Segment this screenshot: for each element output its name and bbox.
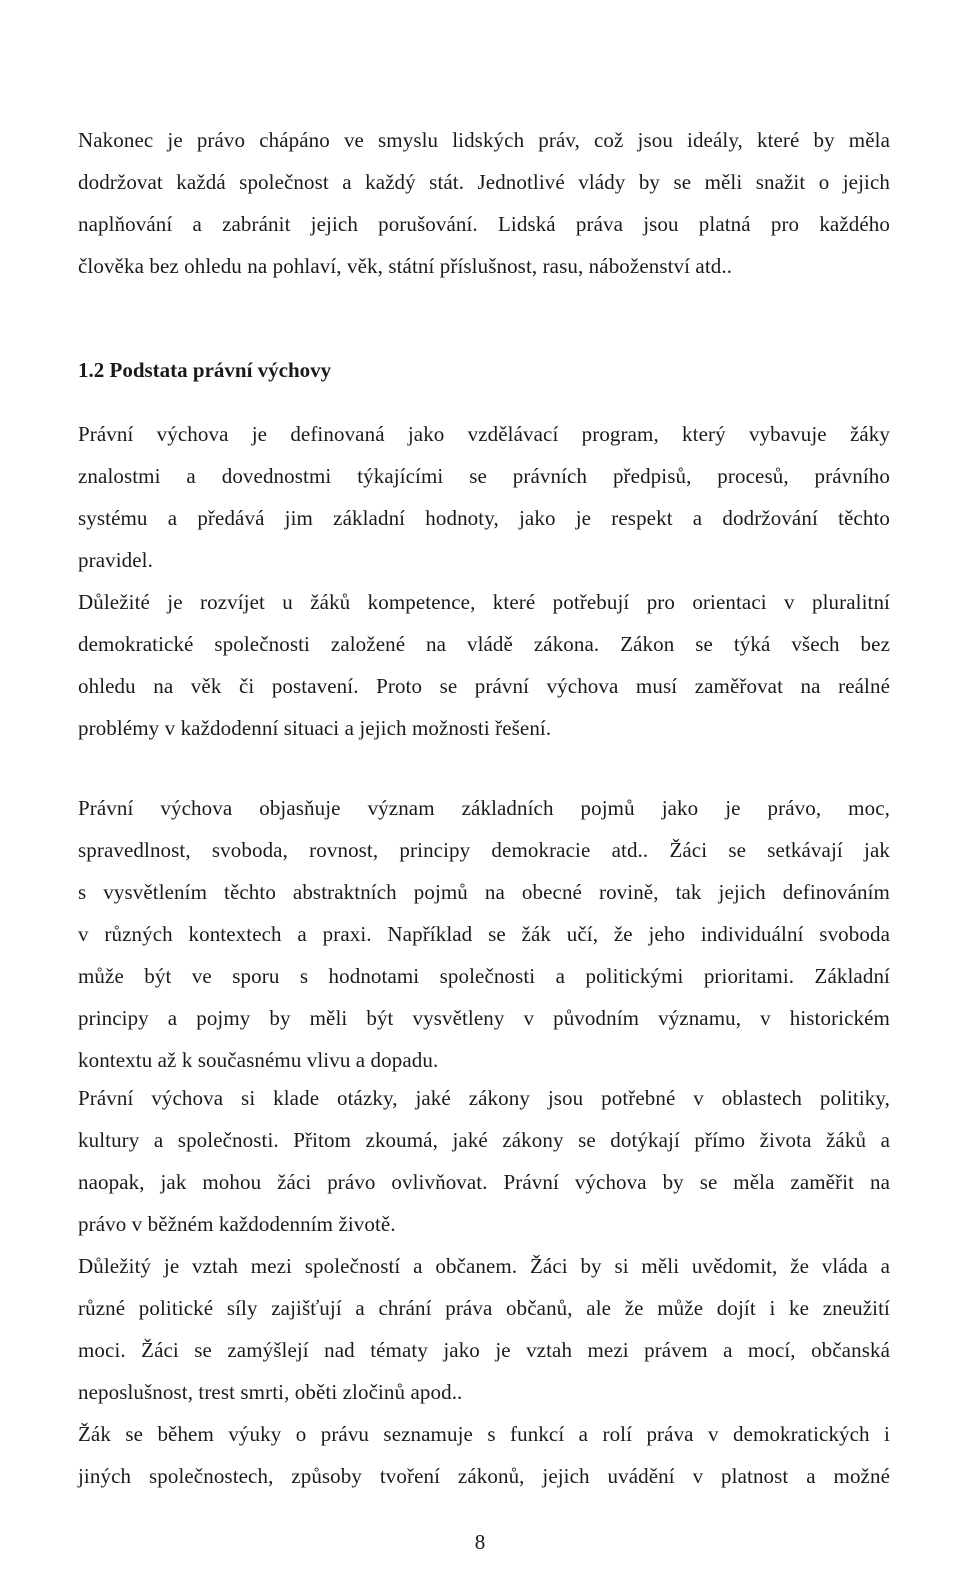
text-line: Právní výchova je definovaná jako vzdělávací program, který vybavuje žáky — [78, 422, 890, 446]
text-line: kultury a společnosti. Přitom zkoumá, jaké zákony se dotýkají přímo života žáků a — [78, 1128, 890, 1152]
text-line: Nakonec je právo chápáno ve smyslu lidských práv, což jsou ideály, které by měla — [78, 128, 890, 152]
text-line: znalostmi a dovednostmi týkajícími se právních předpisů, procesů, právního — [78, 464, 890, 488]
text-line: ohledu na věk či postavení. Proto se právní výchova musí zaměřovat na reálné — [78, 674, 890, 698]
text-line: v různých kontextech a praxi. Například se žák učí, že jeho individuální svoboda — [78, 922, 890, 946]
text-line: s vysvětlením těchto abstraktních pojmů na obecné rovině, tak jejich definováním — [78, 880, 890, 904]
text-line: naplňování a zabránit jejich porušování. Lidská práva jsou platná pro každého — [78, 212, 890, 236]
text-line: Žák se během výuky o právu seznamuje s funkcí a rolí práva v demokratických i — [78, 1422, 890, 1446]
text-line: Důležité je rozvíjet u žáků kompetence, které potřebují pro orientaci v pluralitní — [78, 590, 890, 614]
text-line: dodržovat každá společnost a každý stát. Jednotlivé vlády by se měli snažit o jejich — [78, 170, 890, 194]
text-line: naopak, jak mohou žáci právo ovlivňovat. Právní výchova by se měla zaměřit na — [78, 1170, 890, 1194]
text-line: systému a předává jim základní hodnoty, jako je respekt a dodržování těchto — [78, 506, 890, 530]
text-line: jiných společnostech, způsoby tvoření zákonů, jejich uvádění v platnost a možné — [78, 1464, 890, 1488]
text-line: může být ve sporu s hodnotami společnosti a politickými prioritami. Základní — [78, 964, 890, 988]
page-number: 8 — [474, 1530, 486, 1554]
text-line: kontextu až k současnému vlivu a dopadu. — [78, 1048, 439, 1072]
text-line: pravidel. — [78, 548, 153, 572]
text-line: Důležitý je vztah mezi společností a občanem. Žáci by si měli uvědomit, že vláda a — [78, 1254, 890, 1278]
text-line: principy a pojmy by měli být vysvětleny v původním významu, v historickém — [78, 1006, 890, 1030]
section-heading: 1.2 Podstata právní výchovy — [78, 358, 332, 382]
text-line: problémy v každodenní situaci a jejich možnosti řešení. — [78, 716, 552, 740]
text-line: neposlušnost, trest smrti, oběti zločinů apod.. — [78, 1380, 463, 1404]
text-line: člověka bez ohledu na pohlaví, věk, státní příslušnost, rasu, náboženství atd.. — [78, 254, 733, 278]
text-line: spravedlnost, svoboda, rovnost, principy demokracie atd.. Žáci se setkávají jak — [78, 838, 890, 862]
text-line: právo v běžném každodenním životě. — [78, 1212, 396, 1236]
text-line: Právní výchova si klade otázky, jaké zákony jsou potřebné v oblastech politiky, — [78, 1086, 890, 1110]
text-line: demokratické společnosti založené na vládě zákona. Zákon se týká všech bez — [78, 632, 890, 656]
text-line: různé politické síly zajišťují a chrání práva občanů, ale že může dojít i ke zneužití — [78, 1296, 890, 1320]
text-line: moci. Žáci se zamýšlejí nad tématy jako je vztah mezi právem a mocí, občanská — [78, 1338, 890, 1362]
text-line: Právní výchova objasňuje význam základních pojmů jako je právo, moc, — [78, 796, 890, 820]
